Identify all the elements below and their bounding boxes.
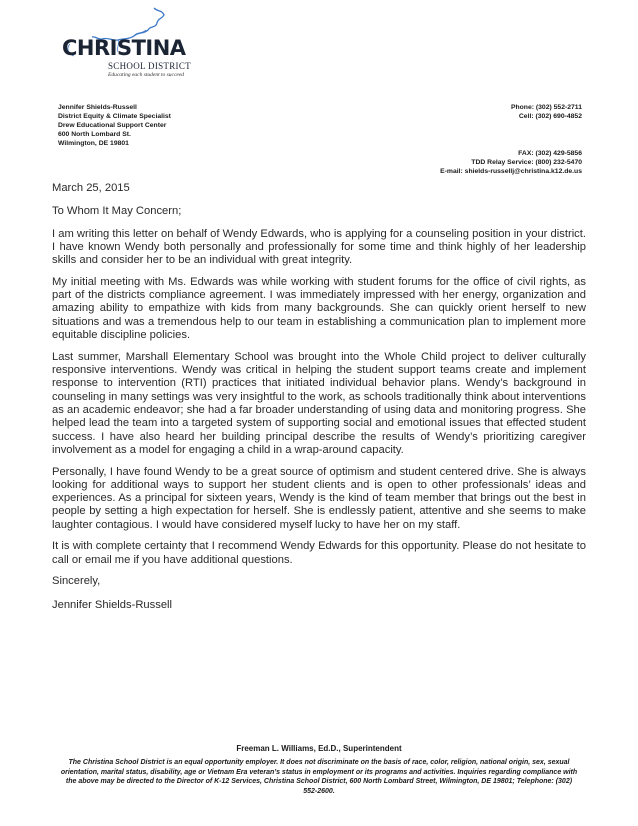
footer-superintendent: Freeman L. Williams, Ed.D., Superintendent xyxy=(236,744,402,753)
phone-number: Phone: (302) 552-2711 xyxy=(510,104,582,111)
paragraph: It is with complete certainty that I recommend Wendy Edwards for this opportunity. Please do not hesitate to call or email me if you have additional questions. xyxy=(52,540,586,566)
sender-city: Wilmington, DE 19801 xyxy=(58,140,129,147)
district-tagline: Educating each student to succeed xyxy=(108,72,185,78)
paragraph: My initial meeting with Ms. Edwards was while working with student forums for the office of civil rights, as part of the districts compliance agreement. I was immediately impressed with her energy, organization and amazing ability to empathize with kids from many backgrounds. She can quickly orient herself to new situations and was a tremendous help to our team in establishing a communication plan to implement more equitable discipline policies. xyxy=(52,275,586,342)
district-name: CHRISTINA xyxy=(62,36,186,60)
sender-name: Jennifer Shields-Russell xyxy=(58,104,137,111)
contact-fax-block xyxy=(440,149,582,176)
district-subtitle: SCHOOL DISTRICT xyxy=(108,61,191,71)
paragraph: Personally, I have found Wendy to be a great source of optimism and student centered drive. She is always looking for additional ways to support her student clients and is open to other professionals’ ideas and experiences. As a principal for sixteen years, Wendy is the kind of team member that brings out the best in people by setting a high expectation for herself. She is endlessly patient, attentive and she seems to make laughter contagious. I would have considered myself lucky to have her on my staff. xyxy=(52,465,586,531)
salutation: To Whom It May Concern; xyxy=(52,205,182,218)
sender-office: Drew Educational Support Center xyxy=(58,122,167,129)
district-logo xyxy=(58,6,198,90)
closing: Sincerely, xyxy=(52,575,101,588)
letter-body xyxy=(52,182,586,620)
sender-street: 600 North Lombard St. xyxy=(58,131,131,138)
signer-name: Jennifer Shields-Russell xyxy=(52,598,173,611)
sender-address-block xyxy=(58,103,171,148)
tdd-relay-number: TDD Relay Service: (800) 232-5470 xyxy=(471,159,582,166)
sender-title: District Equity & Climate Specialist xyxy=(58,113,171,120)
paragraph: Last summer, Marshall Elementary School was brought into the Whole Child project to deliver culturally responsive interventions. Wendy was critical in helping the student support teams create and implement response to intervention (RTI) practices that initiated individual behavior plans. Wendy’s background in counseling in many settings was very insightful to the work, as schools traditionally think about interventions as an academic endeavor; she had a far broader understanding of using data and monitoring progress. She helped lead the team into a targeted system of supporting social and emotional issues that effected student success. I have also heard her building principal describe the results of Wendy’s prioritizing caregiver involvement as a model for engaging a child in a wrap-around capacity. xyxy=(52,350,586,456)
contact-phone-block xyxy=(511,103,582,121)
letter-date: March 25, 2015 xyxy=(52,182,130,194)
fax-number: FAX: (302) 429-5856 xyxy=(518,150,582,157)
cell-number: Cell: (302) 690-4852 xyxy=(518,113,582,120)
email-address[interactable]: E-mail: shields-russellj@christina.k12.de.us xyxy=(440,168,582,175)
footer-eoe-notice: The Christina School District is an equal opportunity employer. It does not discriminate on the basis of race, color, religion, national origin, sex, sexual orientation, marital status, disability, age or Vietnam Era veteran’s status in employment or its programs and activities. Inquiries regarding compliance with the above may be directed to the Director of K-12 Services, Christina School District, 600 North Lombard Street, Wilmington, DE 19801; Telephone: (302) 552-2600. xyxy=(60,759,578,795)
paragraph: I am writing this letter on behalf of Wendy Edwards, who is applying for a counseling position in your district. I have known Wendy both personally and professionally for some time and think highly of her leadership skills and consider her to be an individual with great integrity. xyxy=(52,227,586,267)
